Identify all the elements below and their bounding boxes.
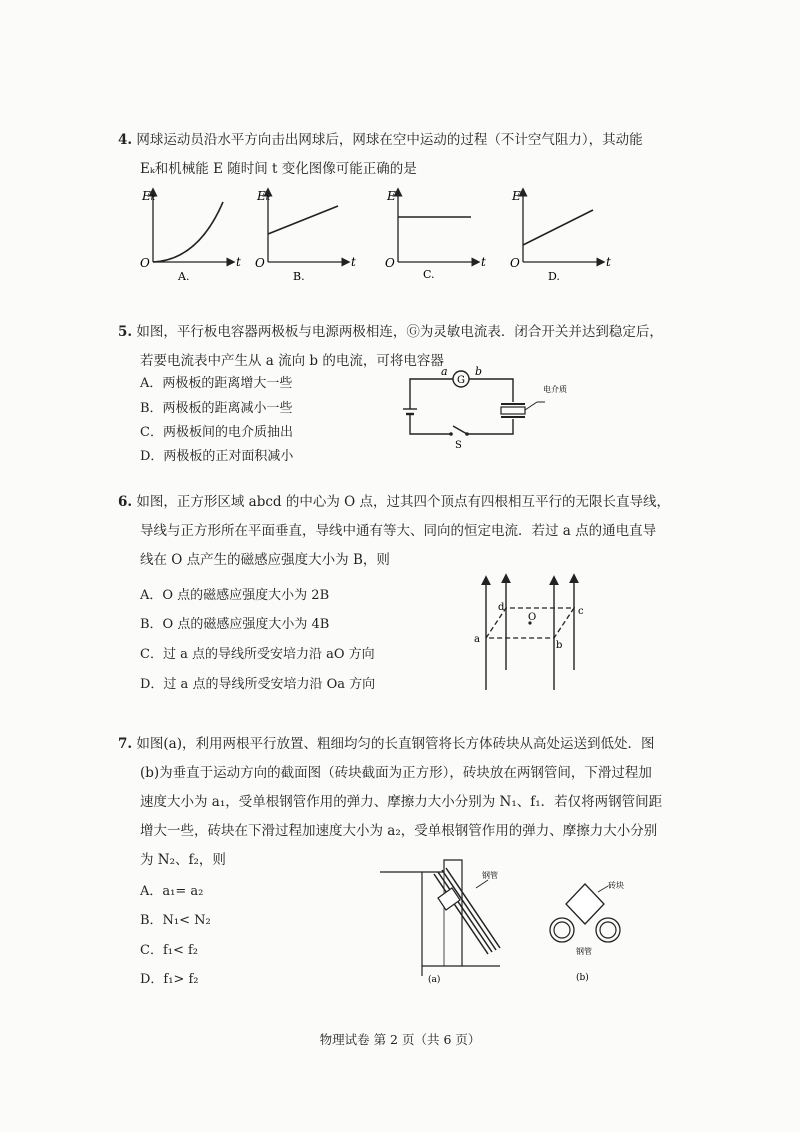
x-axis-label: t — [351, 255, 356, 269]
question-text: 如图，平行板电容器两极板与电源两极相连，Ⓖ为灵敏电流表．闭合开关并达到稳定后， — [136, 324, 663, 340]
x-axis-label: t — [236, 255, 241, 269]
graph-label: A. — [178, 270, 190, 283]
brick-label: 砖块 — [608, 881, 624, 890]
graph-d — [510, 189, 611, 283]
question-text: 如图(a)，利用两根平行放置、粗细均匀的长直钢管将长方体砖块从高处运送到低处．图 — [136, 736, 655, 752]
option-c: C．过 a 点的导线所受安培力沿 aO 方向 — [140, 647, 375, 662]
graph-a — [140, 189, 241, 283]
question-number: 4. — [118, 132, 133, 148]
origin-label: O — [140, 256, 150, 270]
question-6 — [118, 488, 758, 575]
y-axis-label: E — [512, 189, 521, 203]
point-b-label: b — [475, 365, 483, 378]
graph-c — [385, 189, 486, 281]
q5-circuit-diagram — [395, 364, 625, 454]
graph-b — [255, 189, 356, 283]
origin-label: O — [255, 256, 265, 270]
option-b: B．O 点的磁感应强度大小为 4B — [140, 617, 330, 632]
option-d: D．两极板的正对面积减小 — [140, 449, 294, 464]
graph-label: D. — [548, 270, 560, 283]
point-a-label: a — [441, 365, 448, 378]
vertex-d-label: d — [498, 602, 505, 613]
y-axis-label: Eₖ — [142, 189, 156, 203]
question-text: 若要电流表中产生从 a 流向 b 的电流，可将电容器 — [140, 353, 444, 369]
option-b: B．两极板的距离减小一些 — [140, 401, 293, 416]
vertex-c-label: c — [578, 606, 584, 617]
y-axis-label: Eₖ — [257, 189, 271, 203]
q4-graphs — [128, 182, 628, 287]
question-4 — [118, 126, 758, 184]
galvanometer-label: G — [457, 375, 465, 386]
question-number: 7. — [118, 736, 133, 752]
question-text: (b)为垂直于运动方向的截面图（砖块截面为正方形），砖块放在两钢管间，下滑过程加 — [140, 765, 652, 781]
x-axis-label: t — [606, 255, 611, 269]
origin-label: O — [510, 256, 520, 270]
graph-label: B. — [293, 270, 305, 283]
q7-figure-b — [540, 880, 630, 986]
y-axis-label: E — [387, 189, 396, 203]
question-number: 6. — [118, 494, 133, 510]
graph-label: C. — [423, 268, 435, 281]
page-footer: 物理试卷 第 2 页（共 6 页） — [319, 1032, 481, 1047]
option-a: A．a₁= a₂ — [140, 884, 204, 899]
question-text: 网球运动员沿水平方向击出网球后，网球在空中运动的过程（不计空气阻力），其动能 — [136, 132, 643, 148]
pipe-label: 钢管 — [482, 871, 498, 880]
vertex-a-label: a — [474, 634, 480, 645]
q6-wire-diagram — [462, 570, 592, 695]
q7-figure-a — [378, 858, 523, 986]
question-7 — [118, 730, 778, 875]
option-a: A．O 点的磁感应强度大小为 2B — [140, 588, 330, 603]
question-text: 线在 O 点产生的磁感应强度大小为 B，则 — [140, 552, 390, 568]
origin-label: O — [385, 256, 395, 270]
question-text: Eₖ和机械能 E 随时间 t 变化图像可能正确的是 — [140, 161, 417, 177]
option-b: B．N₁< N₂ — [140, 913, 211, 928]
figure-a-caption: (a) — [428, 975, 441, 985]
pipe-label-b: 钢管 — [576, 947, 592, 956]
option-d: D．过 a 点的导线所受安培力沿 Oa 方向 — [140, 677, 376, 692]
switch-label: S — [455, 440, 462, 451]
question-text: 为 N₂、f₂，则 — [140, 852, 226, 868]
option-c: C．f₁< f₂ — [140, 943, 199, 958]
x-axis-label: t — [481, 255, 486, 269]
question-text: 增大一些，砖块在下滑过程加速度大小为 a₂，受单根钢管作用的弹力、摩擦力大小分别 — [140, 823, 658, 839]
option-d: D．f₁> f₂ — [140, 972, 199, 987]
question-number: 5. — [118, 324, 133, 340]
figure-b-caption: (b) — [576, 973, 589, 983]
option-a: A．两极板的距离增大一些 — [140, 376, 293, 391]
question-text: 如图，正方形区域 abcd 的中心为 O 点，过其四个顶点有四根相互平行的无限长直导线， — [136, 494, 671, 510]
question-text: 速度大小为 a₁，受单根钢管作用的弹力、摩擦力大小分别为 N₁、f₁．若仅将两钢管间距 — [140, 794, 663, 810]
question-text: 导线与正方形所在平面垂直，导线中通有等大、同向的恒定电流．若过 a 点的通电直导 — [140, 523, 657, 539]
center-o-label: O — [528, 612, 537, 623]
dielectric-label: 电介质 — [543, 385, 567, 394]
vertex-b-label: b — [556, 640, 563, 651]
option-c: C．两极板间的电介质抽出 — [140, 425, 293, 440]
